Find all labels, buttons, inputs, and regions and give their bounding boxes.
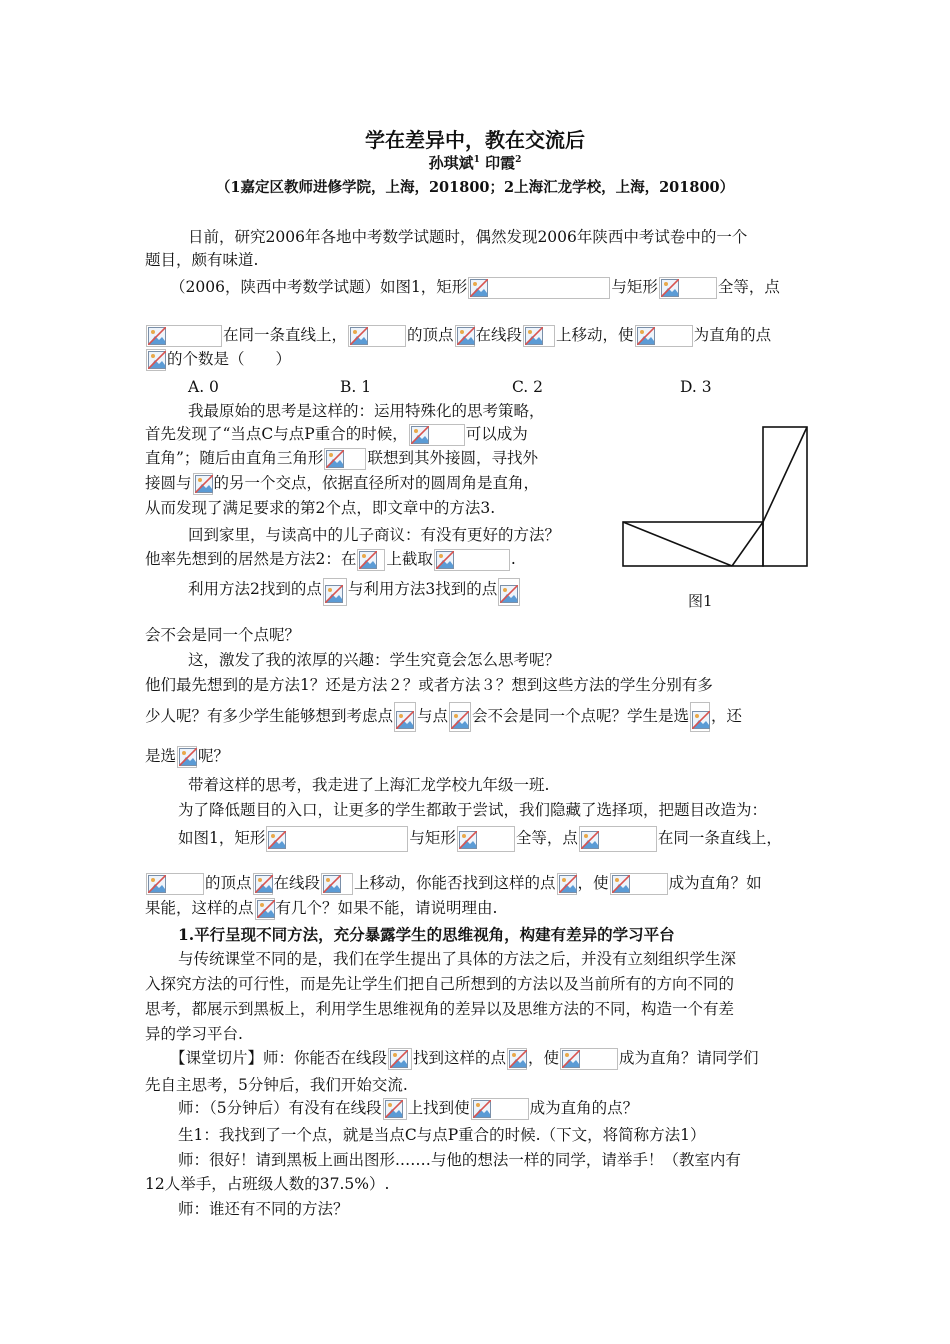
formula-image-placeholder (388, 1048, 412, 1070)
option-d: D. 3 (680, 378, 712, 396)
text: 如图1，矩形 (178, 829, 266, 847)
article-title: 学在差异中，教在交流后 (365, 128, 585, 152)
problem-line-3 (145, 348, 291, 371)
affiliation: （1嘉定区教师进修学院，上海，201800；2上海汇龙学校，上海，201800） (215, 179, 735, 196)
broken-image-icon (268, 831, 286, 849)
text: 成为直角的点？ (529, 1099, 639, 1117)
broken-image-icon (411, 426, 429, 444)
text: （2006，陕西中考数学试题）如图1，矩形 (170, 278, 468, 296)
broken-image-icon (179, 748, 197, 766)
formula-image-placeholder (560, 1048, 618, 1070)
formula-image-placeholder (557, 873, 577, 895)
author-line (0, 152, 950, 173)
text: 的另一个交点，依据直径所对的圆周角是直角， (213, 474, 540, 492)
formula-image-placeholder (690, 702, 710, 732)
broken-image-icon (195, 475, 213, 493)
formula-image-placeholder (255, 898, 275, 920)
text: ，还 (711, 707, 743, 725)
broken-image-icon (148, 875, 166, 893)
para-9-line-2 (145, 872, 762, 895)
text: 接圆与 (145, 474, 192, 492)
formula-image-placeholder (383, 1098, 407, 1120)
broken-image-icon (637, 327, 655, 345)
broken-image-icon (148, 351, 166, 369)
formula-image-placeholder (610, 873, 668, 895)
formula-image-placeholder (455, 325, 475, 347)
para-7: 带着这样的思考，我走进了上海汇龙学校九年级一班. (188, 776, 550, 794)
text: 在同一条直线上， (223, 326, 348, 344)
text: 【课堂切片】师：你能否在线段 (170, 1049, 388, 1067)
para-8: 为了降低题目的入口，让更多的学生都敢于尝试，我们隐藏了选择项，把题目改造为： (178, 801, 768, 819)
para-13: 生1：我找到了一个点，就是当点C与点P重合的时候.（下文，将简称方法1） (178, 1126, 706, 1144)
text: 的顶点 (205, 874, 252, 892)
formula-image-placeholder (523, 325, 555, 347)
text: 师：（5分钟后）有没有在线段 (178, 1099, 382, 1117)
text: 他率先想到的居然是方法2：在 (145, 550, 357, 568)
problem-line-1 (170, 276, 780, 299)
text: 会不会是同一个点呢？学生是选 (472, 707, 690, 725)
broken-image-icon (325, 585, 343, 603)
author-1: 孙琪斌 (428, 154, 474, 172)
para-3-line-3 (145, 447, 538, 470)
text: 在线段 (273, 874, 321, 892)
broken-image-icon (326, 450, 344, 468)
text: 在同一条直线上， (657, 829, 782, 847)
formula-image-placeholder (266, 826, 408, 852)
broken-image-icon (323, 875, 341, 893)
text: 为直角的点 (693, 326, 772, 344)
text: 上找到使 (407, 1099, 470, 1117)
text: 与点 (417, 707, 449, 725)
text: ，使 (577, 874, 609, 892)
para-4-line-2 (145, 548, 516, 571)
text: 直角”；随后由直角三角形 (145, 449, 324, 467)
para-5-line-1 (188, 578, 521, 606)
option-b: B. 1 (340, 378, 372, 396)
formula-image-placeholder (177, 746, 197, 768)
broken-image-icon (257, 900, 275, 918)
para-4-line-1: 回到家里，与读高中的儿子商议：有没有更好的方法？ (188, 526, 561, 544)
text: 果能，这样的点 (145, 899, 254, 917)
formula-image-placeholder (468, 277, 610, 299)
option-a: A. 0 (188, 378, 219, 396)
author-1-sup: 1 (473, 155, 480, 165)
text: 上截取 (386, 550, 433, 568)
broken-image-icon (385, 1100, 403, 1118)
formula-image-placeholder (409, 424, 465, 446)
text: 的个数是（ ） (167, 350, 292, 368)
para-9-line-1 (178, 826, 782, 852)
text: 找到这样的点 (413, 1049, 507, 1067)
text: 少人呢？有多少学生能够想到考虑点 (145, 707, 394, 725)
text: 上移动，使 (556, 326, 634, 344)
text: 在线段 (475, 326, 523, 344)
formula-image-placeholder (579, 826, 657, 852)
para-1-line-2: 题目，颇有味道. (145, 251, 259, 269)
formula-image-placeholder (193, 473, 213, 495)
formula-image-placeholder (146, 349, 166, 371)
text: 利用方法2找到的点 (188, 580, 322, 598)
para-6-line-1: 这，激发了我的浓厚的兴趣：学生究竟会怎么思考呢？ (188, 651, 561, 669)
formula-image-placeholder (146, 873, 204, 895)
formula-image-placeholder (498, 578, 520, 606)
figure-1-diagram (620, 424, 815, 569)
broken-image-icon (612, 875, 630, 893)
broken-image-icon (350, 327, 368, 345)
text: 联想到其外接圆，寻找外 (367, 449, 538, 467)
text: 有几个？如果不能，请说明理由. (275, 899, 498, 917)
text: 上移动，你能否找到这样的点 (354, 874, 556, 892)
text: 是选 (145, 747, 177, 765)
text: 呢？ (198, 747, 230, 765)
para-10-line-2: 入探究方法的可行性，而是先让学生们把自己所想到的方法以及当前所有的方向不同的 (145, 975, 735, 993)
section-heading-1: 1.平行呈现不同方法，充分暴露学生的思维视角，构建有差异的学习平台 (178, 925, 675, 944)
para-11-line-2: 先自主思考，5分钟后，我们开始交流. (145, 1076, 408, 1094)
para-10-line-1: 与传统课堂不同的是，我们在学生提出了具体的方法之后，并没有立刻组织学生深 (178, 950, 737, 968)
text: 与矩形 (409, 829, 456, 847)
broken-image-icon (390, 1050, 408, 1068)
broken-image-icon (500, 585, 518, 603)
broken-image-icon (255, 875, 273, 893)
para-14-line-1: 师：很好！请到黑板上画出图形.……与他的想法一样的同学，请举手！（教室内有 (178, 1151, 741, 1169)
broken-image-icon (436, 551, 454, 569)
broken-image-icon (509, 1050, 527, 1068)
para-5-line-2: 会不会是同一个点呢？ (145, 626, 301, 644)
formula-image-placeholder (507, 1048, 527, 1070)
para-6-line-2: 他们最先想到的是方法1？还是方法２？或者方法３？想到这些方法的学生分别有多 (145, 676, 713, 694)
text: 与利用方法3找到的点 (347, 580, 498, 598)
broken-image-icon (581, 831, 599, 849)
formula-image-placeholder (323, 578, 347, 606)
text: 可以成为 (465, 425, 528, 443)
broken-image-icon (451, 711, 469, 729)
figure-1-caption: 图1 (688, 592, 713, 610)
para-1-line-1: 日前，研究2006年各地中考数学试题时，偶然发现2006年陕西中考试卷中的一个 (188, 228, 748, 246)
broken-image-icon (559, 875, 577, 893)
para-3-line-2 (145, 423, 528, 446)
broken-image-icon (562, 1050, 580, 1068)
para-15: 师：谁还有不同的方法？ (178, 1200, 349, 1218)
formula-image-placeholder (659, 277, 717, 299)
para-3-line-5: 从而发现了满足要求的第2个点，即文章中的方法3. (145, 499, 496, 517)
broken-image-icon (148, 327, 166, 345)
formula-image-placeholder (635, 325, 693, 347)
formula-image-placeholder (253, 873, 273, 895)
problem-line-2 (145, 324, 771, 347)
text: 首先发现了“当点C与点P重合的时候， (145, 425, 408, 443)
para-3-line-4 (145, 472, 539, 495)
para-9-line-3 (145, 897, 497, 920)
broken-image-icon (661, 279, 679, 297)
text: 成为直角？如 (668, 874, 762, 892)
author-2: 印霞 (485, 154, 516, 172)
broken-image-icon (692, 711, 710, 729)
formula-image-placeholder (471, 1098, 529, 1120)
para-6-line-4 (145, 745, 229, 768)
broken-image-icon (470, 279, 488, 297)
text: 与矩形 (611, 278, 658, 296)
formula-image-placeholder (321, 873, 353, 895)
broken-image-icon (396, 711, 414, 729)
para-11-line-1 (170, 1047, 759, 1070)
formula-image-placeholder (324, 448, 366, 470)
formula-image-placeholder (457, 826, 515, 852)
para-6-line-3 (145, 702, 742, 732)
broken-image-icon (525, 327, 543, 345)
formula-image-placeholder (449, 702, 471, 732)
para-10-line-4: 异的学习平台. (145, 1025, 243, 1043)
author-2-sup: 2 (515, 155, 522, 165)
formula-image-placeholder (357, 549, 385, 571)
text: 全等，点 (515, 829, 578, 847)
formula-image-placeholder (434, 549, 510, 571)
broken-image-icon (459, 831, 477, 849)
formula-image-placeholder (394, 702, 416, 732)
para-10-line-3: 思考，都展示到黑板上，利用学生思维视角的差异以及思维方法的不同，构造一个有差 (145, 1000, 735, 1018)
para-14-line-2: 12人举手，占班级人数的37.5%）. (145, 1175, 390, 1193)
formula-image-placeholder (348, 325, 406, 347)
broken-image-icon (457, 327, 475, 345)
text: 的顶点 (407, 326, 454, 344)
text: ，使 (528, 1049, 560, 1067)
option-c: C. 2 (512, 378, 544, 396)
text: 成为直角？请同学们 (619, 1049, 759, 1067)
text: 全等，点 (717, 278, 780, 296)
formula-image-placeholder (146, 325, 222, 347)
broken-image-icon (473, 1100, 491, 1118)
para-12 (178, 1097, 638, 1120)
text: . (510, 550, 516, 568)
broken-image-icon (359, 551, 377, 569)
para-3-line-1: 我最原始的思考是这样的：运用特殊化的思考策略， (188, 402, 545, 420)
